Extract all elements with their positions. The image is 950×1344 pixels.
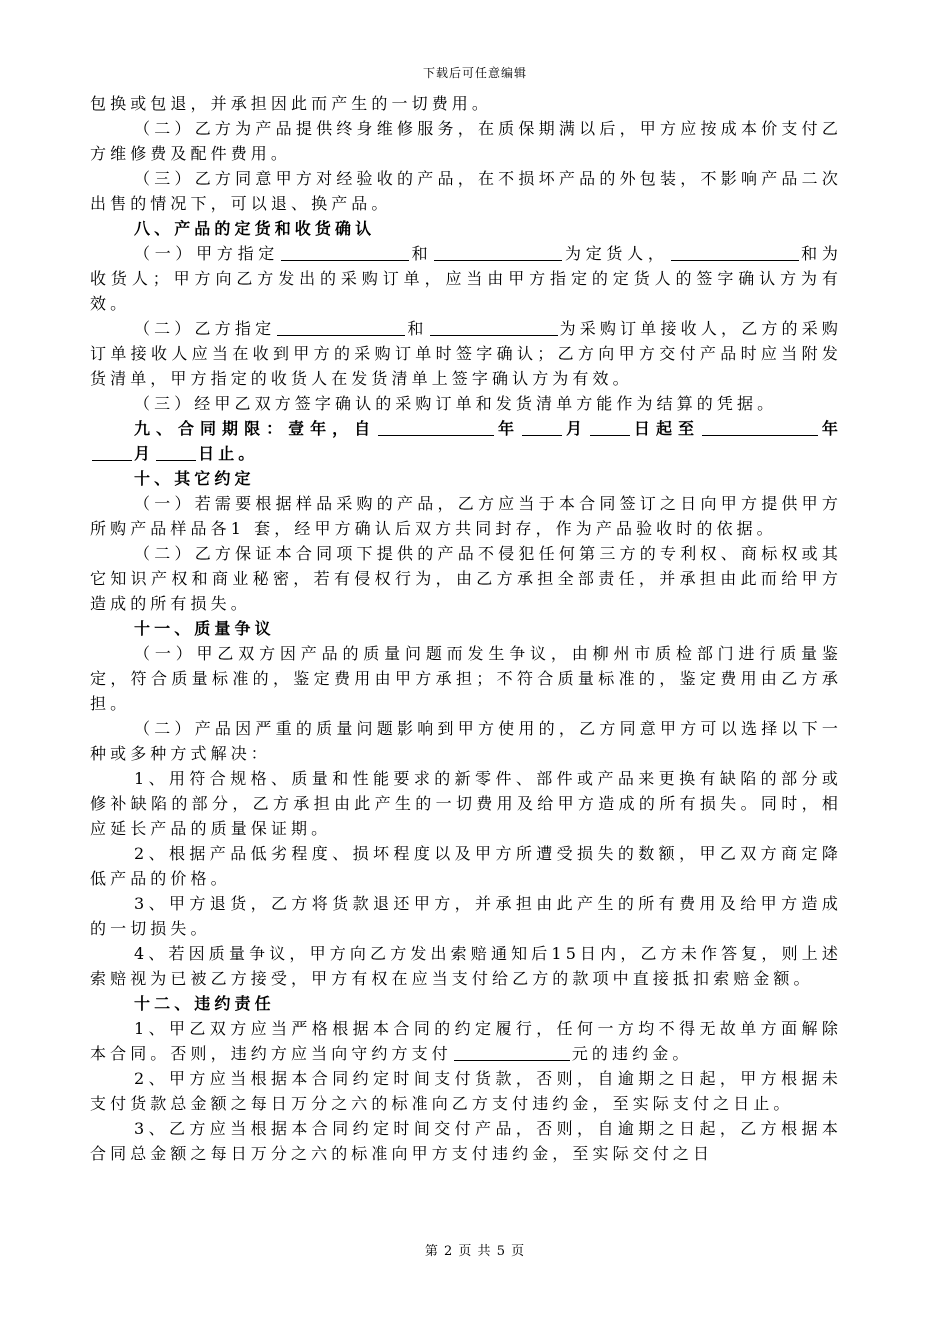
fill-in-blank[interactable] (671, 244, 799, 261)
text-segment: 和 (411, 244, 433, 263)
paragraph: （二）产品因严重的质量问题影响到甲方使用的，乙方同意甲方可以选择以下一种或多种方式解决： (90, 719, 842, 763)
fill-in-blank[interactable] (454, 1044, 570, 1061)
paragraph: （一）若需要根据样品采购的产品，乙方应当于本合同签订之日向甲方提供甲方所购产品样品各1 套，经甲方确认后双方共同封存，作为产品验收时的依据。 (90, 494, 842, 538)
section-heading-9 (90, 416, 842, 466)
page-footer: 第 2 页 共 5 页 (424, 1244, 526, 1259)
text-segment: 月 (134, 444, 155, 463)
paragraph-with-blanks (90, 316, 842, 391)
paragraph: （三）经甲乙双方签字确认的采购订单和发货清单方能作为结算的凭据。 (134, 394, 778, 413)
section-heading-10: 十、其它约定 (134, 469, 255, 488)
paragraph: 包换或包退，并承担因此而产生的一切费用。 (90, 94, 493, 113)
text-segment: 和 (407, 319, 428, 338)
text-segment: 年 (496, 419, 521, 438)
paragraph-with-blanks (90, 1016, 842, 1066)
text-segment: 九、合同期限：壹年，自 (134, 419, 377, 438)
text-segment: 为采购订单接收人，乙方的采购订单接收人应当在收到甲方的采购订单时签字确认；乙方向甲方交付产品时应当附发货清单，甲方指定的收货人在发货清单上签字确认方为有效。 (90, 319, 843, 388)
section-heading-11: 十一、质量争议 (134, 619, 275, 638)
page-header: 下载后可任意编辑 (422, 66, 527, 80)
fill-in-blank[interactable] (434, 244, 562, 261)
section-heading-12: 十二、违约责任 (134, 994, 275, 1013)
text-segment: 和为收货人；甲方向乙方发出的采购订单，应当由甲方指定的定货人的签字确认方为有效。 (90, 244, 842, 313)
fill-in-blank[interactable] (156, 444, 196, 461)
text-segment: 月 (564, 419, 589, 438)
fill-in-blank[interactable] (378, 419, 494, 436)
section-heading-8: 八、产品的定货和收货确认 (134, 219, 376, 238)
paragraph: （二）乙方为产品提供终身维修服务，在质保期满以后，甲方应按成本价支付乙方维修费及配件费用。 (90, 119, 842, 163)
text-segment: 为定货人， (564, 244, 669, 263)
fill-in-blank[interactable] (277, 319, 405, 336)
paragraph: 2、甲方应当根据本合同约定时间支付货款，否则，自逾期之日起，甲方根据未支付货款总金额之每日万分之六的标准向乙方支付违约金，至实际支付之日止。 (90, 1069, 842, 1113)
paragraph: （一）甲乙双方因产品的质量问题而发生争议，由柳州市质检部门进行质量鉴定，符合质量标准的，鉴定费用由甲方承担；不符合质量标准的，鉴定费用由乙方承担。 (90, 644, 842, 713)
paragraph: （二）乙方保证本合同项下提供的产品不侵犯任何第三方的专利权、商标权或其它知识产权和商业秘密，若有侵权行为，由乙方承担全部责任，并承担由此而给甲方造成的所有损失。 (90, 544, 842, 613)
fill-in-blank[interactable] (522, 419, 562, 436)
paragraph: 3、乙方应当根据本合同约定时间交付产品，否则，自逾期之日起，乙方根据本合同总金额之每日万分之六的标准向甲方支付违约金，至实际交付之日 (90, 1119, 842, 1163)
text-segment: 日止。 (198, 444, 259, 463)
paragraph: 1、用符合规格、质量和性能要求的新零件、部件或产品来更换有缺陷的部分或修补缺陷的部分，乙方承担由此产生的一切费用及给甲方造成的所有损失。同时，相应延长产品的质量保证期。 (90, 769, 842, 838)
paragraph: 3、甲方退货，乙方将货款退还甲方，并承担由此产生的所有费用及给甲方造成的一切损失。 (90, 894, 842, 938)
text-segment: 元的违约金。 (571, 1044, 693, 1063)
text-segment: 年 (819, 419, 842, 438)
fill-in-blank[interactable] (281, 244, 409, 261)
text-segment: （二）乙方指定 (134, 319, 276, 338)
text-segment: 1、甲乙双方应当严格根据本合同的约定履行，任何一方均不得无故单方面解除本合同。否则，违约方应当向守约方支付 (90, 1019, 842, 1063)
document-body (90, 91, 842, 1166)
text-segment: 日起至 (632, 419, 700, 438)
fill-in-blank[interactable] (590, 419, 630, 436)
fill-in-blank[interactable] (92, 444, 132, 461)
paragraph: （三）乙方同意甲方对经验收的产品，在不损坏产品的外包装，不影响产品二次出售的情况下，可以退、换产品。 (90, 169, 842, 213)
fill-in-blank[interactable] (702, 419, 818, 436)
paragraph: 4、若因质量争议，甲方向乙方发出索赔通知后15日内，乙方未作答复，则上述索赔视为已被乙方接受，甲方有权在应当支付给乙方的款项中直接抵扣索赔金额。 (90, 944, 842, 988)
fill-in-blank[interactable] (430, 319, 558, 336)
paragraph-with-blanks (90, 241, 842, 316)
paragraph: 2、根据产品低劣程度、损坏程度以及甲方所遭受损失的数额，甲乙双方商定降低产品的价格。 (90, 844, 842, 888)
text-segment: （一）甲方指定 (134, 244, 280, 263)
